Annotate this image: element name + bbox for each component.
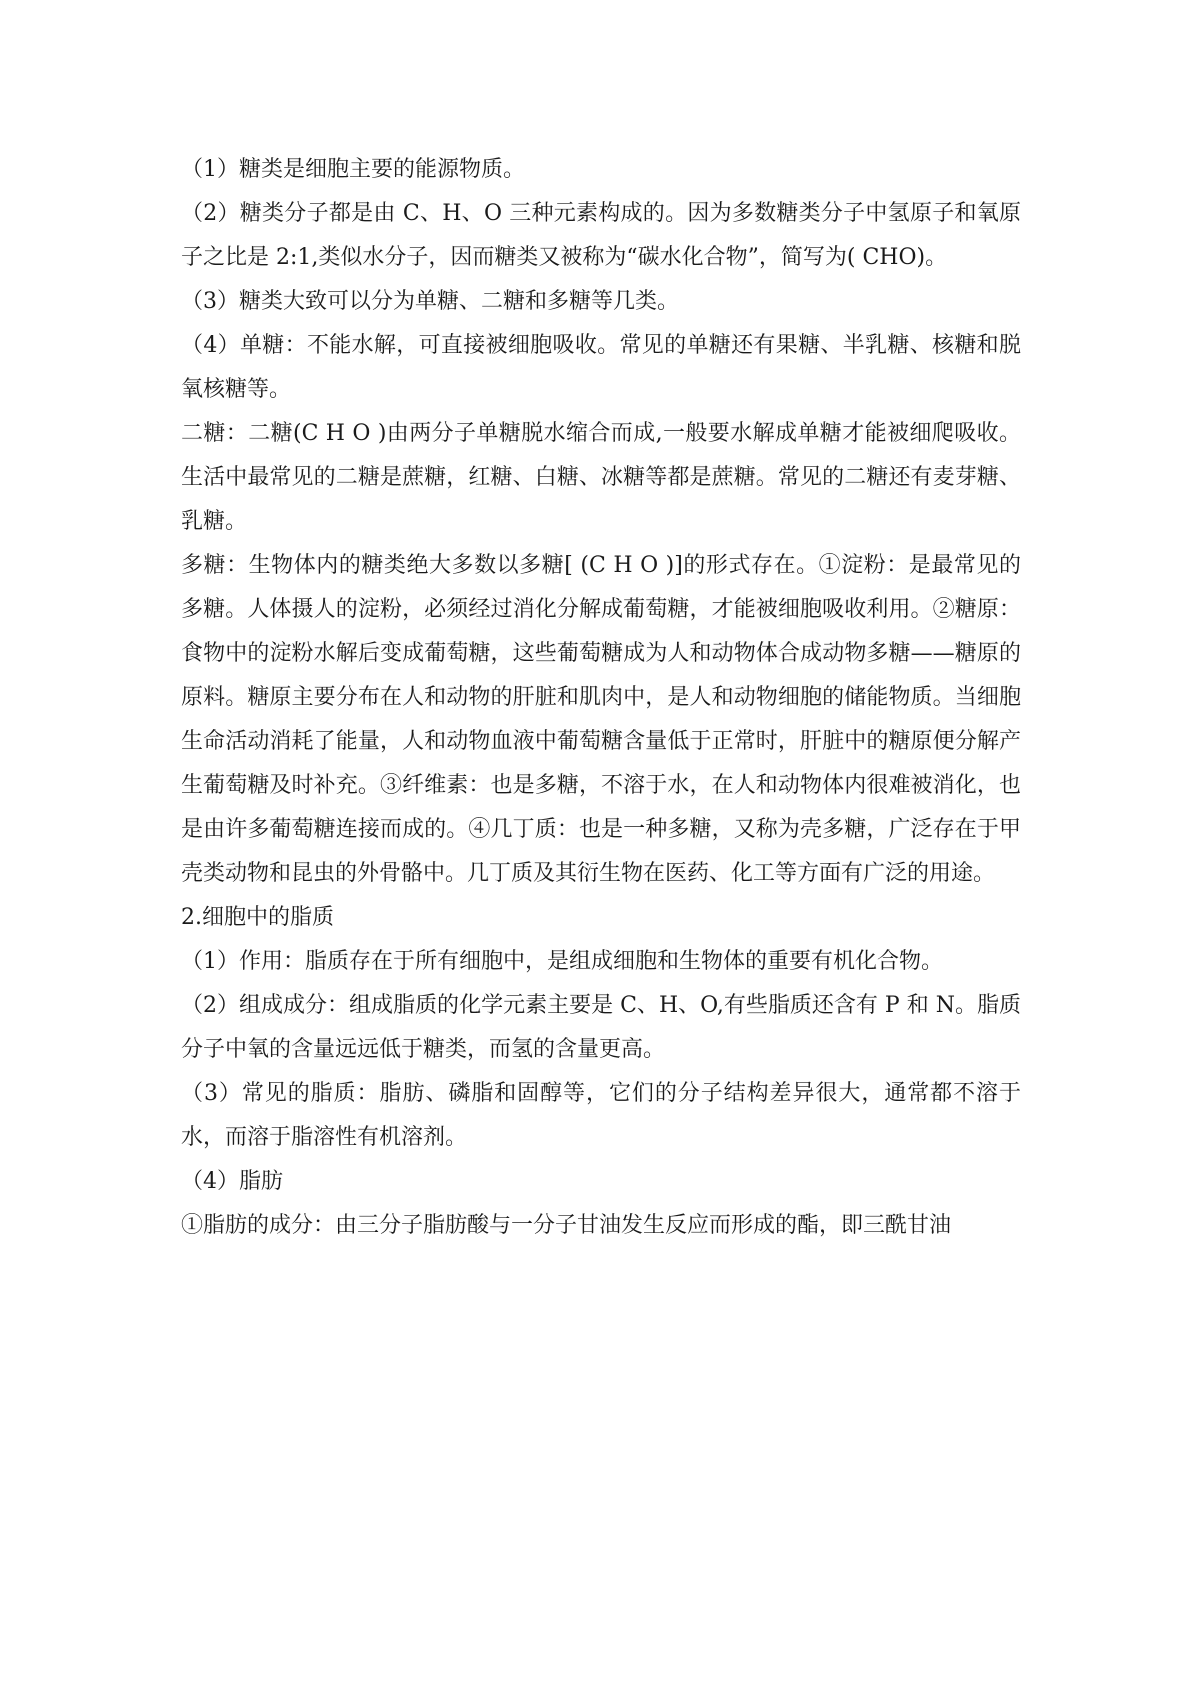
paragraph-carbohydrate-energy: （1）糖类是细胞主要的能源物质。 (181, 157, 525, 182)
paragraph-carbohydrate-composition: （2）糖类分子都是由 C、H、O 三种元素构成的。因为多数糖类分子中氢原子和氧原子之比是 2:1,类似水分子，因而糖类又被称为“碳水化合物”，简写为( CHO)。 (181, 201, 1021, 270)
paragraph-common-lipids: （3）常见的脂质：脂肪、磷脂和固醇等，它们的分子结构差异很大，通常都不溶于水，而溶于脂溶性有机溶剂。 (181, 1081, 1021, 1150)
paragraph-fat-composition: ①脂肪的成分：由三分子脂肪酸与一分子甘油发生反应而形成的酯，即三酰甘油 (181, 1213, 952, 1238)
paragraph-disaccharide: 二糖：二糖(C H O )由两分子单糖脱水缩合而成,一般要水解成单糖才能被细爬吸收。生活中最常见的二糖是蔗糖，红糖、白糖、冰糖等都是蔗糖。常见的二糖还有麦芽糖、乳糖。 (181, 421, 1021, 534)
paragraph-fat-heading: （4）脂肪 (181, 1169, 283, 1194)
paragraph-carbohydrate-classes: （3）糖类大致可以分为单糖、二糖和多糖等几类。 (181, 289, 679, 314)
paragraph-monosaccharide: （4）单糖：不能水解，可直接被细胞吸收。常见的单糖还有果糖、半乳糖、核糖和脱氧核糖等。 (181, 333, 1021, 402)
paragraph-polysaccharide: 多糖：生物体内的糖类绝大多数以多糖[ (C H O )]的形式存在。①淀粉：是最常见的多糖。人体摄人的淀粉，必须经过消化分解成葡萄糖，才能被细胞吸收利用。②糖原：食物中的淀粉水解后变成葡萄糖，这些葡萄糖成为人和动物体合成动物多糖——糖原的原料。糖原主要分布在人和动物的肝脏和肌肉中，是人和动物细胞的储能物质。当细胞生命活动消耗了能量，人和动物血液中葡萄糖含量低于正常时，肝脏中的糖原便分解产生葡萄糖及时补充。③纤维素：也是多糖，不溶于水，在人和动物体内很难被消化，也是由许多葡萄糖连接而成的。④几丁质：也是一种多糖，又称为壳多糖，广泛存在于甲壳类动物和昆虫的外骨骼中。几丁质及其衍生物在医药、化工等方面有广泛的用途。 (181, 553, 1021, 886)
section-heading-lipids: 2.细胞中的脂质 (181, 905, 334, 930)
paragraph-lipid-composition: （2）组成成分：组成脂质的化学元素主要是 C、H、O,有些脂质还含有 P 和 N。脂质分子中氧的含量远远低于糖类，而氢的含量更高。 (181, 993, 1021, 1062)
paragraph-lipid-function: （1）作用：脂质存在于所有细胞中，是组成细胞和生物体的重要有机化合物。 (181, 949, 943, 974)
document-body (181, 148, 1021, 1248)
